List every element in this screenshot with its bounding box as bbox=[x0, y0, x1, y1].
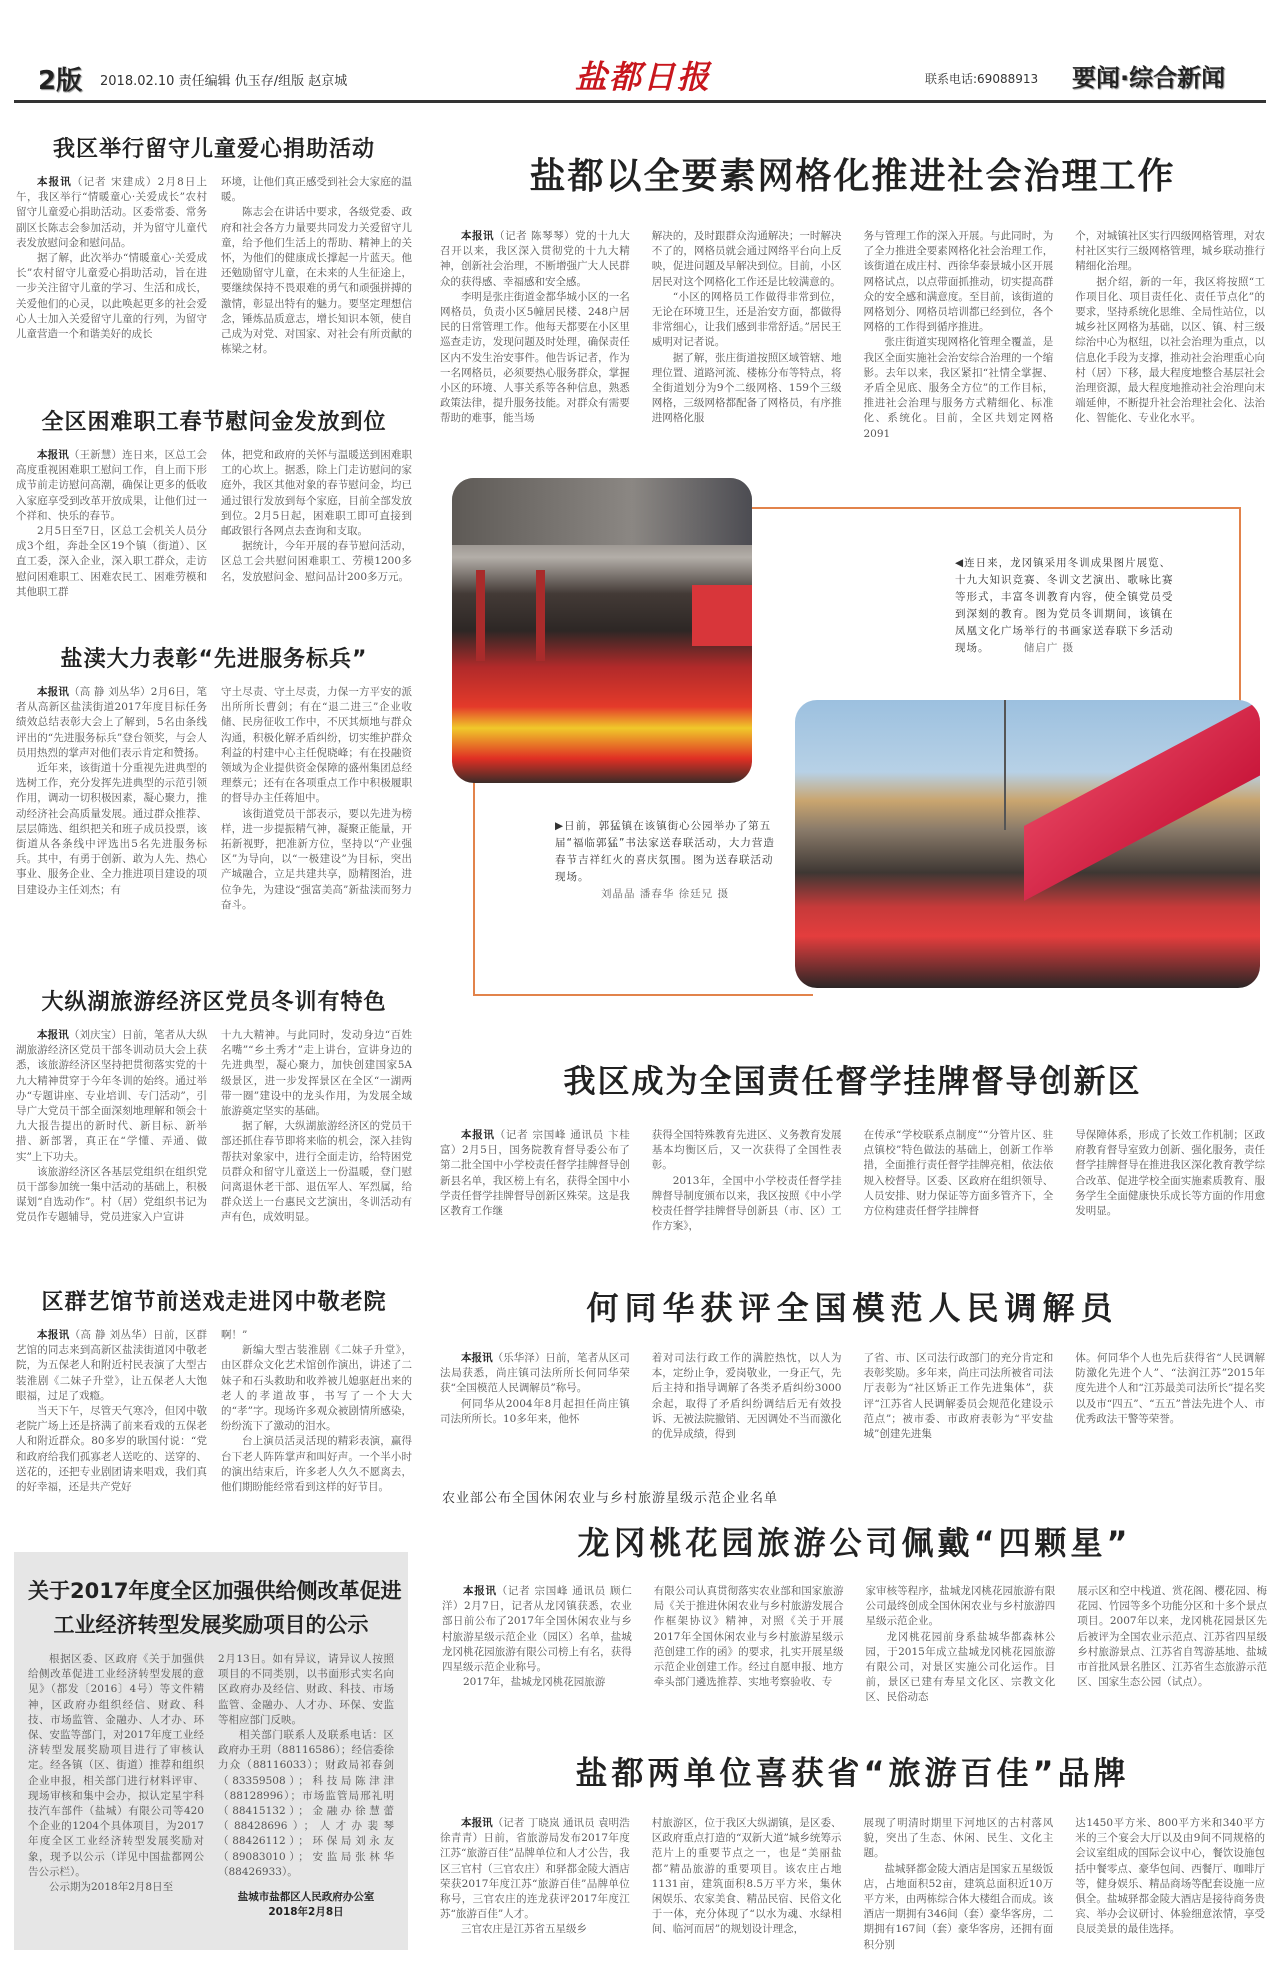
lead: 本报讯 bbox=[461, 230, 495, 242]
article-main-4 bbox=[442, 1487, 1267, 1706]
byline: （高 静 刘丛华） bbox=[69, 1329, 154, 1341]
byline: （记者 陈琴琴） bbox=[494, 230, 576, 242]
lead: 本报讯 bbox=[37, 1029, 69, 1041]
paragraph: 据介绍，新的一年，我区将按照“工作项目化、项目责任化、责任节点化”的要求，坚持系统化思维、全局性站位，以城乡社区网格为基础，以区、镇、村三级综治中心为枢纽，以社会治理为重点，以信息化手段为支撑，推动社会治理重心向村（居）下移，最大程度地整合基层社会治理资源，最大程度地推动社会治理向末端延伸，不断提升社会治理社会化、法治化、智能化、专业化水平。 bbox=[1075, 275, 1265, 425]
paragraph: 2月5日至7日，区总工会机关人员分成3个组，奔赴全区19个镇（街道）、区直工委，深入企业，深入职工群众，走访慰问困难职工、困难农民工、困难劳模和其他职工群 bbox=[16, 525, 207, 598]
lead: 本报讯 bbox=[37, 176, 72, 188]
paragraph: 据了解，张庄街道按照区域管辖、地理位置、道路河流、楼栋分布等特点，将全街道划分为9个二级网格、159个三级网格，三级网格都配备了网格员，有序推进网格化服 bbox=[651, 351, 842, 425]
caption-text: ◀连日来，龙冈镇采用冬训成果图片展览、十九大知识竞赛、冬训文艺演出、歌咏比赛等形式，丰富冬训教育内容，使全镇党员受到深刻的教育。图为党员冬训期间，该镇在凤凰文化广场举行的书画家送春联下乡活动现场。 bbox=[955, 557, 1174, 654]
paragraph: 2013年，全国中小学校责任督学挂牌督导制度颁布以来，我区按照《中小学校责任督学挂牌督导创新县（市、区）工作方案》， bbox=[651, 1174, 842, 1233]
paragraph: 体，把党和政府的关怀与温暖送到困难职工的心坎上。据悉，除上门走访慰问的家庭外，我区其他对象的春节慰问金，均已通过银行发放到每个家庭，目前全部发放到位。2月5日起，困难职工即可直接到邮政银行各网点去查询和支取。 bbox=[221, 449, 412, 538]
paragraph: 展示区和空中栈道、赏花阁、樱花园、梅花园、竹园等多个功能分区和十多个景点项目。2007年以来，龙冈桃花园景区先后被评为全国农业示范点、江苏省四星级乡村旅游景点、江苏省自驾游基地、盐城市首批风景名胜区、江苏省生态旅游示范区、国家生态公园（试点）。 bbox=[1077, 1585, 1267, 1689]
paragraph: “小区的网格员工作做得非常到位，无论在环境卫生，还是治安方面，都做得非常细心，让我们感到非常舒适。”居民王威明对记者说。 bbox=[651, 290, 842, 349]
photo-calligraphy-guomeng bbox=[795, 700, 1260, 988]
paragraph: 导保障体系，形成了长效工作机制；区政府教育督导室致力创新、强化服务，责任督学挂牌督导在推进我区深化教育教学综合改革、促进学校全面实施素质教育、服务学生全面健康快乐成长等方面的作用愈发明显。 bbox=[1075, 1129, 1265, 1218]
paragraph: 个，对城镇社区实行四级网格管理，对农村社区实行三级网格管理，城乡联动推行精细化治理。 bbox=[1075, 230, 1265, 273]
paragraph: 有限公司认真贯彻落实农业部和国家旅游局《关于推进休闲农业与乡村旅游发展合作框架协议》精神，对照《关于开展2017年全国休闲农业与乡村旅游星级示范创建工作的函》的要求，扎实开展星级示范企业创建工作。经过自愿申报、地方牵头部门遴选推荐、实地考察验收、专 bbox=[653, 1585, 844, 1689]
edition-meta: 2018.02.10 责任编辑 仇玉存/组版 赵京城 bbox=[100, 74, 348, 89]
paragraph: 新编大型古装淮剧《二妹子升堂》，由区群众文化艺术馆创作演出，讲述了二妹子和石头救助和收养被儿媳驱赶出来的老人的孝道故事，书写了一个大大的“孝”字。现场许多观众被剧情所感染，纷纷流下了激动的泪水。 bbox=[221, 1344, 412, 1433]
byline: （刘庆宝） bbox=[68, 1029, 123, 1041]
caption-text: ▶日前，郭猛镇在该镇街心公园举办了第五届“福临郭猛”书法家送春联活动，大力营造春节吉祥红火的喜庆氛围。图为送春联活动现场。 bbox=[555, 820, 775, 883]
article-left-5 bbox=[16, 1285, 412, 1495]
paragraph: 解决的，及时跟群众沟通解决；一时解决不了的，网格员就会通过网络平台向上反映，促进问题及早解决到位。目前，小区居民对这个网格化工作还是比较满意的。 bbox=[651, 230, 842, 288]
headline: 我区成为全国责任督学挂牌督导创新区 bbox=[563, 1062, 1142, 1100]
headline: 盐都以全要素网格化推进社会治理工作 bbox=[529, 156, 1176, 197]
paragraph: 达1450平方米、800平方米和340平方米的三个宴会大厅以及由9间不同规格的会议室组成的国际会议中心，餐饮设施包括中餐零点、豪华包间、西餐厅、咖啡厅等，健身娱乐、精品商场等配套设施一应俱全。盐城驿都金陵大酒店是接待商务贵宾、举办会议研讨、体验细意浓情，享受良辰美景的最佳选择。 bbox=[1075, 1817, 1265, 1936]
page-number: 2版 bbox=[38, 66, 83, 96]
notice-title-line-1: 关于2017年度全区加强供给侧改革促进 bbox=[28, 1579, 402, 1603]
paragraph: 何同华从2004年8月起担任尚庄镇司法所所长。10多年来，他怀 bbox=[440, 1397, 630, 1425]
paragraph: 陈志会在讲话中要求，各级党委、政府和社会各方力量要共同发力关爱留守儿童，给予他们生活上的帮助、精神上的关怀，为他们的健康成长撑起一片蓝天。他还勉励留守儿童，在未来的人生征途上，要继续保持不畏艰难的勇气和顽强拼搏的激情，彰显出特有的魅力。要坚定理想信念，锤炼品质意志，增长知识本领，使自己成为对党、对国家、对社会有所贡献的栋梁之材。 bbox=[221, 206, 412, 356]
lead: 本报讯 bbox=[37, 1329, 70, 1341]
paragraph: 啊！” bbox=[221, 1329, 248, 1341]
paragraph: 据了解，大纵湖旅游经济区的党员干部还抓住春节即将来临的机会，深入挂钩帮扶对象家中，进行全面走访，给特困党员群众和留守儿童送上一份温暖，登门慰问离退休老干部、退伍军人、军烈属，给群众送上一台惠民文艺演出，冬训活动有声有色，成效明显。 bbox=[221, 1120, 412, 1224]
paragraph: 近年来，该街道十分重视先进典型的选树工作，充分发挥先进典型的示范引领作用，调动一切积极因素，凝心聚力，推动经济社会高质量发展。通过群众推荐、层层筛选、组织把关和班子成员投票，该街道从各条线中评选出5名先进服务标兵。其中，有勇于创新、敢为人先、热心事业、服务企业、全力推进项目建设的项目建设办主任刘杰；有 bbox=[16, 762, 207, 896]
byline: （记者 宋建成） bbox=[71, 176, 158, 188]
paragraph: 龙冈桃花园前身系盐城华都森林公园，于2015年成立盐城龙冈桃花园旅游有限公司，对景区实施公司化运作。目前，景区已建有寿星文化区、宗教文化区、民俗动态 bbox=[865, 1630, 1056, 1704]
byline: （高 静 刘丛华） bbox=[69, 686, 151, 698]
paragraph: 2017年，盐城龙冈桃花园旅游 bbox=[463, 1676, 606, 1689]
headline: 何同华获评全国模范人民调解员 bbox=[586, 1289, 1119, 1327]
header-rule bbox=[14, 100, 1266, 103]
photo-caption-2 bbox=[555, 818, 775, 903]
paragraph: 2月8日上午，我区举行“情暖童心·关爱成长”农村留守儿童爱心捐助活动。区委常委、常务副区长陈志会参加活动，并为留守儿童代表发放慰问金和慰问品。 bbox=[16, 176, 207, 249]
paragraph: 日前，笔者从大纵湖旅游经济区党员干部冬训动员大会上获悉，该旅游经济区坚持把贯彻落实党的十九大精神贯穿于今年冬训的始终。通过举办“专题讲座、专业培训、专门活动”，引导广大党员干部全面深刻地理解和领会十九大报告提出的新时代、新目标、新举措、新部署，真正在“学懂、弄通、做实”上下功夫。 bbox=[16, 1029, 208, 1163]
article-left-2 bbox=[16, 405, 412, 600]
article-main-3 bbox=[440, 1283, 1265, 1442]
lead: 本报讯 bbox=[461, 1817, 493, 1829]
paragraph: 该街道党员干部表示，要以先进为榜样，进一步提振精气神，凝聚正能量，开拓新视野，把准新方位，坚持以“产业强区”为导向，以“一极建设”为目标，突出产城融合，立足共建共享，励精图治，进位争先，为建设“强富美高”新盐渎而努力奋斗。 bbox=[221, 807, 412, 911]
paragraph: 十九大精神。与此同时，发动身边“百姓名嘴”“乡土秀才”走上讲台，宣讲身边的先进典型，凝心聚力，加快创建国家5A级景区，进一步发挥景区在全区“一湖两带一圈”建设中的龙头作用，为发展全域旅游奠定坚实的基础。 bbox=[221, 1029, 412, 1118]
paragraph: 在传承“学校联系点制度”“分管片区、驻点镇校”特色做法的基础上，创新工作举措，全面推行责任督学挂牌亮相，依法依规入校督导。区委、区政府在组织领导、人员安排、财力保证等方面多管齐下，全方位构建责任督学挂牌督 bbox=[863, 1129, 1054, 1218]
paragraph: 日前，笔者从区司法局获悉，尚庄镇司法所所长何同华荣获“全国模范人民调解员”称号。 bbox=[440, 1352, 630, 1395]
paragraph: 了省、市、区司法行政部门的充分肯定和表彰奖励。多年来，尚庄司法所被省司法厅表彰为“社区矫正工作先进集体”，获评“江苏省人民调解委员会规范化建设示范点”；被市委、市政府表彰为“平安盐城”创建先进集 bbox=[863, 1352, 1054, 1441]
paragraph: 村旅游区，位于我区大纵湖镇，是区委、区政府重点打造的“双新大道”城乡统筹示范片上的重要节点之一，也是“美丽盐都”精品旅游的重要项目。该农庄占地1131亩，建筑面积8.5万平方米，集休闲娱乐、农家美食、精品民宿、民俗文化于一体，充分体现了“以水为魂、水绿相间、临河而居”的规划设计理念， bbox=[651, 1817, 842, 1936]
kicker: 农业部公布全国休闲农业与乡村旅游星级示范企业名单 bbox=[442, 1491, 779, 1506]
paragraph: 张庄街道实现网格化管理全覆盖，是我区全面实施社会治安综合治理的一个缩影。去年以来，我区紧扣“社情全掌握、矛盾全见底、服务全方位”的工作目标，推进社会治理与服务方式精细化、标准化、系统化。目前，全区共划定网格2091 bbox=[863, 336, 1054, 440]
photo-calligraphy-longgang bbox=[452, 478, 752, 783]
paragraph: 体。何同华个人也先后获得省“人民调解防激化先进个人”、“法润江苏”2015年度先进个人和“江苏最美司法所长”提名奖以及市“四五”、“五五”普法先进个人、市优秀政法干警等荣誉。 bbox=[1075, 1352, 1265, 1425]
public-notice-box bbox=[14, 1552, 408, 1950]
paragraph: 家审核等程序，盐城龙冈桃花园旅游有限公司最终创成全国休闲农业与乡村旅游四星级示范企业。 bbox=[865, 1585, 1056, 1628]
paragraph: 台上演员活灵活现的精彩表演，赢得台下老人阵阵掌声和叫好声。一个半小时的演出结束后，许多老人久久不愿离去，他们期盼能经常看到这样的好节目。 bbox=[221, 1435, 412, 1494]
photo-caption-1 bbox=[955, 555, 1175, 657]
article-main-2 bbox=[440, 1056, 1265, 1234]
notice-signature: 盐城市盐都区人民政府办公室 bbox=[237, 1891, 375, 1904]
lead: 本报讯 bbox=[37, 449, 69, 461]
paragraph: 着对司法行政工作的满腔热忱，以人为本，定纷止争，爱岗敬业，一身正气，先后主持和指导调解了各类矛盾纠纷3000余起，取得了矛盾纠纷调结后无有效投诉、无被法院撤销、无因调处不当而激化的优异成绩，得到 bbox=[651, 1352, 842, 1441]
photo-credit: 储启广 摄 bbox=[1023, 642, 1075, 654]
paragraph: 党的十九大召开以来，我区深入贯彻党的十九大精神，创新社会治理，不断增强广大人民群众的获得感、幸福感和安全感。 bbox=[440, 230, 630, 288]
paragraph: 2月7日，记者从龙冈镇获悉，农业部日前公布了2017年全国休闲农业与乡村旅游星级示范企业（园区）名单，盐城龙冈桃花园旅游有限公司榜上有名，获得四星级示范企业称号。 bbox=[442, 1600, 632, 1674]
notice-date: 2018年2月8日 bbox=[268, 1906, 344, 1919]
notice-title-line-2: 工业经济转型发展奖励项目的公示 bbox=[53, 1613, 369, 1637]
article-main-1 bbox=[440, 148, 1265, 442]
paragraph: 相关部门联系人及联系电话：区政府办王玥（88116586）；经信委徐力众（88116033）；财政局祁春剑（83359508）；科技局陈津津（88128996）；市场监管局邢礼明（88415132）；金融办徐慧蕾（88428696）；人才办裴琴（88426112）；环保局刘永友（89083010）；安监局张林华（88426933）。 bbox=[218, 1729, 394, 1878]
newspaper-logo: 盐都日报 bbox=[575, 58, 712, 96]
byline: （王新慧） bbox=[68, 449, 123, 461]
paragraph: 据了解，此次举办“情暖童心·关爱成长”农村留守儿童爱心捐助活动，旨在进一步关注留守儿童的学习、生活和成长，关爱他们的心灵，以此唤起更多的社会爱心人士加入关爱留守儿童的行列，为留守儿童营造一个和谐美好的成长 bbox=[16, 252, 207, 341]
paragraph: 务与管理工作的深入开展。与此同时，为了全力推进全要素网格化社会治理工作，该街道在成庄村、西徐华泰景城小区开展网格试点，以点带面抓推动，切实提高群众的安全感和满意度。至目前，该街道的网格划分、网格员培训都已经到位，各个网格的工作得到循序推进。 bbox=[863, 230, 1054, 334]
paragraph: 该旅游经济区各基层党组织在组织党员干部参加统一集中活动的基础上，积极谋划“自选动作”。村（居）党组织书记为党员作专题辅导，党员进家入户宣讲 bbox=[16, 1165, 207, 1224]
paragraph: 2月5日，国务院教育督导委公布了第二批全国中小学校责任督学挂牌督导创新县名单，我区榜上有名，获得全国中小学责任督学挂牌督导创新区殊荣。这是我区教育工作继 bbox=[440, 1144, 630, 1218]
paragraph: 2月6日，笔者从高新区盐渎街道2017年度目标任务绩效总结表彰大会上了解到，5名由条线评出的“先进服务标兵”登台领奖，与会人员用热烈的掌声对他们表示肯定和赞扬。 bbox=[16, 686, 207, 759]
paragraph: 展现了明清时期里下河地区的古村落风貌，突出了生态、休闲、民生、文化主题。 bbox=[863, 1817, 1054, 1860]
article-left-1 bbox=[16, 132, 412, 357]
byline: （记者 宗国峰 通讯员 卞桂富） bbox=[440, 1129, 630, 1157]
section-title: 要闻·综合新闻 bbox=[1072, 64, 1226, 92]
lead: 本报讯 bbox=[461, 1352, 493, 1364]
article-main-5 bbox=[440, 1748, 1265, 1953]
lead: 本报讯 bbox=[461, 1129, 495, 1141]
paragraph: 当天下午，尽管天气寒冷，但冈中敬老院广场上还是挤满了前来看戏的五保老人和附近群众。80多岁的耿国付说：“党和政府给我们孤寡老人送吃的、送穿的、送花的，还把专业剧团请来唱戏，我们真的好幸福，还是共产党好 bbox=[16, 1405, 207, 1494]
paragraph: 获得全国特殊教育先进区、义务教育发展基本均衡区后，又一次获得了全国性表彰。 bbox=[651, 1129, 842, 1172]
headline: 我区举行留守儿童爱心捐助活动 bbox=[52, 137, 375, 162]
article-left-3 bbox=[16, 642, 412, 913]
paragraph: 守土尽责、守土尽责，力保一方平安的派出所所长曹剑；有在“退二进三”企业收储、民房征收工作中，不厌其烦地与群众沟通，积极化解矛盾纠纷，切实维护群众利益的村建中心主任倪晓峰；有在投融资领域为企业提供资金保障的盛州集团总经理蔡元；还有在各项重点工作中积极履职的督导办主任蒋旭中。 bbox=[221, 686, 412, 805]
paragraph: 根据区委、区政府《关于加强供给侧改革促进工业经济转型发展的意见》（都发〔2016〕4号）等文件精神，区政府办组织经信、财政、科技、市场监管、金融办、人才办、环保、安监等部门，对2017年度工业经济转型发展奖励项目进行了审核认定。经各镇（区、街道）推荐和组织企业申报，相关部门进行材料评审、现场审核和集中会办，拟认定星宇科技汽车部件（盐城）有限公司等420个企业的1204个具体项目，为2017年度全区工业经济转型发展奖励对象，现予以公示（详见中国盐都网公告公示栏）。 bbox=[28, 1653, 204, 1878]
headline: 盐渎大力表彰“先进服务标兵” bbox=[60, 647, 368, 672]
byline: （乐华泽） bbox=[492, 1352, 546, 1364]
paragraph: 日前，区群艺馆的同志来到高新区盐渎街道冈中敬老院，为五保老人和附近村民表演了大型古装淮剧《二妹子升堂》，让五保老人大饱眼福，过足了戏瘾。 bbox=[16, 1329, 207, 1402]
headline: 龙冈桃花园旅游公司佩戴“四颗星” bbox=[577, 1524, 1132, 1562]
paragraph: 公示期为2018年2月8日至 bbox=[49, 1881, 174, 1894]
paragraph: 三官农庄是江苏省五星级乡 bbox=[461, 1923, 587, 1936]
article-left-4 bbox=[16, 985, 412, 1226]
headline: 大纵湖旅游经济区党员冬训有特色 bbox=[41, 990, 387, 1015]
lead: 本报讯 bbox=[463, 1585, 497, 1597]
paragraph: 连日来，区总工会高度重视困难职工慰问工作，自上而下形成节前走访慰问高潮，确保让更多的低收入家庭享受到改革开放成果，让他们过一个祥和、快乐的春节。 bbox=[16, 449, 208, 522]
byline: （记者 丁晓岚 通讯员 袁明浩 徐青青） bbox=[440, 1817, 630, 1845]
paragraph: 2月13日。如有异议，请异议人按照项目的不同类别，以书面形式实名向区政府办及经信、财政、科技、市场监管、金融办、人才办、环保、安监等相应部门反映。 bbox=[218, 1653, 394, 1726]
paragraph: 盐城驿都金陵大酒店是国家五星级饭店，占地面积52亩，建筑总面积近10万平方米，由两栋综合体大楼组合而成。该酒店一期拥有346间（套）豪华客房，二期拥有167间（套）豪华客房，还拥有面积分别 bbox=[863, 1862, 1054, 1951]
paragraph: 日前，省旅游局发布2017年度江苏“旅游百佳”品牌单位和人才公告，我区三官村（三官农庄）和驿都金陵大酒店荣获2017年度江苏“旅游百佳”品牌单位称号，三官农庄的连龙获评2017年度江苏“旅游百佳”人才。 bbox=[440, 1832, 630, 1921]
paragraph: 李明是张庄街道金都华城小区的一名网格员，负责小区5幢居民楼、248户居民的日常管理工作。他每天都要在小区里巡查走访，发现问题及时处理，确保责任区内不发生治安事件。他告诉记者，作为一名网格员，必须要热心服务群众，掌握小区的环境、人事关系等各种信息，熟悉政策法律，提升服务技能。对群众有需要帮助的难事，能当场 bbox=[440, 290, 630, 425]
headline: 全区困难职工春节慰问金发放到位 bbox=[41, 410, 387, 435]
headline: 盐都两单位喜获省“旅游百佳”品牌 bbox=[575, 1754, 1130, 1792]
paragraph: 环境，让他们真正感受到社会大家庭的温暖。 bbox=[221, 176, 412, 204]
headline: 区群艺馆节前送戏走进冈中敬老院 bbox=[41, 1290, 387, 1315]
photo-credit: 刘晶晶 潘春华 徐廷兄 摄 bbox=[600, 888, 729, 900]
paragraph: 据统计，今年开展的春节慰问活动，区总工会共慰问困难职工、劳模1200多名，发放慰问金、慰问品计200多万元。 bbox=[221, 540, 412, 583]
byline: （记者 宗国峰 通讯员 顾仁洋） bbox=[442, 1585, 632, 1613]
contact-phone: 联系电话:69088913 bbox=[925, 72, 1039, 86]
lead: 本报讯 bbox=[37, 686, 70, 698]
